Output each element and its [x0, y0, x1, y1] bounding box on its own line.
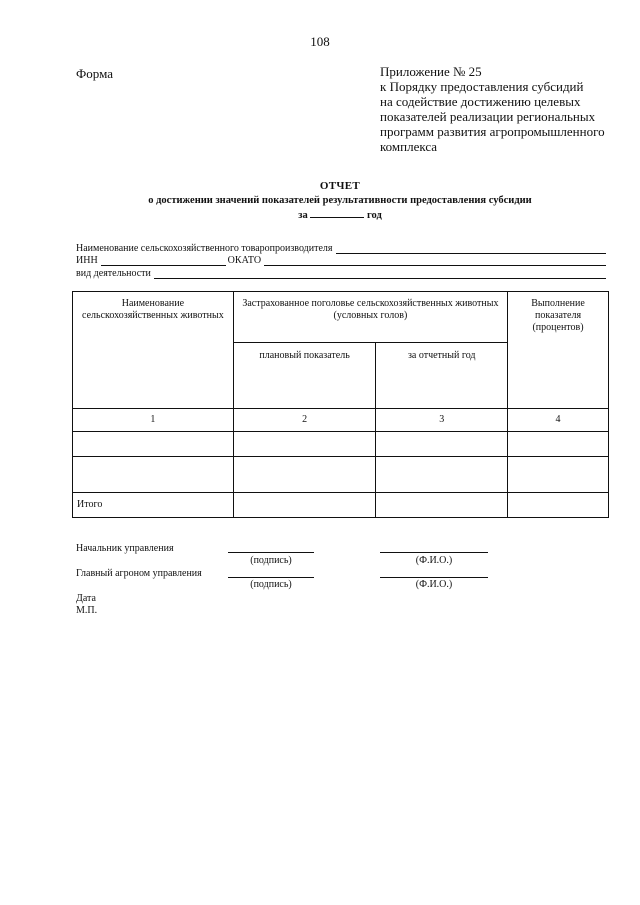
header-insured-livestock: [233, 292, 507, 343]
producer-fields: [76, 241, 606, 279]
appendix-line: на содействие достижению целевых: [380, 94, 581, 109]
form-label: Форма: [76, 66, 113, 81]
agronomist-name-line[interactable]: [380, 577, 488, 578]
total-label: Итого: [73, 493, 234, 518]
head-name-line[interactable]: [380, 552, 488, 553]
name-caption: (Ф.И.О.): [415, 579, 453, 590]
stamp-label: М.П.: [76, 605, 98, 616]
activity-field[interactable]: [154, 269, 606, 279]
header-insured-units: (условных голов): [333, 310, 408, 321]
appendix-line: Приложение № 25: [380, 64, 482, 79]
header-reported: за отчетный год: [376, 343, 508, 409]
agronomist-label: Главный агроном управления: [76, 568, 202, 579]
header-completion: Выполнение показателя (процентов): [508, 292, 609, 409]
period-prefix: за: [298, 210, 308, 221]
report-heading: ОТЧЕТ: [319, 180, 361, 192]
report-period: [0, 208, 640, 221]
appendix-line: показателей реализации региональных: [380, 109, 596, 124]
inn-okato-row: [76, 254, 606, 267]
table-cell[interactable]: [73, 457, 234, 493]
header-insured-title: Застрахованное поголовье сельскохозяйственных животных: [242, 298, 499, 309]
period-year-field[interactable]: [310, 208, 364, 218]
column-number: 1: [73, 409, 234, 432]
table-cell[interactable]: [73, 432, 234, 457]
signature-caption: (подпись): [250, 579, 292, 590]
inn-field[interactable]: [101, 256, 226, 266]
date-label: Дата: [76, 593, 96, 604]
appendix-note: [380, 64, 620, 154]
header-animals: Наименование сельскохозяйственных животных: [73, 292, 234, 409]
period-suffix: год: [366, 210, 382, 221]
column-number: 4: [508, 409, 609, 432]
table-row: [73, 457, 609, 493]
producer-row: [76, 241, 606, 254]
page-number: 108: [310, 34, 330, 49]
table-cell[interactable]: [508, 457, 609, 493]
producer-label: Наименование сельскохозяйственного товаропроизводителя: [76, 242, 333, 254]
column-number: 2: [233, 409, 376, 432]
inn-label: ИНН: [76, 255, 98, 266]
table-cell[interactable]: [233, 493, 376, 518]
report-subtitle: о достижении значений показателей результативности предоставления субсидии: [148, 195, 532, 206]
signature-caption: (подпись): [250, 555, 292, 566]
appendix-line: комплекса: [380, 139, 438, 154]
appendix-line: к Порядку предоставления субсидий: [380, 79, 584, 94]
column-numbers-row: [73, 409, 609, 432]
activity-row: [76, 266, 606, 279]
table-cell[interactable]: [508, 432, 609, 457]
table-cell[interactable]: [233, 457, 376, 493]
table-header-row: [73, 292, 609, 343]
column-number: 3: [376, 409, 508, 432]
header-planned: плановый показатель: [233, 343, 376, 409]
head-signature-line[interactable]: [228, 552, 314, 553]
table-cell[interactable]: [508, 493, 609, 518]
activity-label: вид деятельности: [76, 267, 151, 279]
table-cell[interactable]: [233, 432, 376, 457]
okato-label: ОКАТО: [227, 255, 262, 266]
table-cell[interactable]: [376, 432, 508, 457]
table-row: [73, 432, 609, 457]
table-cell[interactable]: [376, 457, 508, 493]
agronomist-signature-line[interactable]: [228, 577, 314, 578]
total-row: [73, 493, 609, 518]
name-caption: (Ф.И.О.): [415, 555, 453, 566]
report-title: [0, 180, 640, 221]
producer-name-field[interactable]: [336, 244, 607, 254]
head-label: Начальник управления: [76, 543, 174, 554]
table-cell[interactable]: [376, 493, 508, 518]
okato-field[interactable]: [264, 256, 606, 266]
report-table: [72, 291, 609, 518]
appendix-line: программ развития агропромышленного: [380, 124, 605, 139]
